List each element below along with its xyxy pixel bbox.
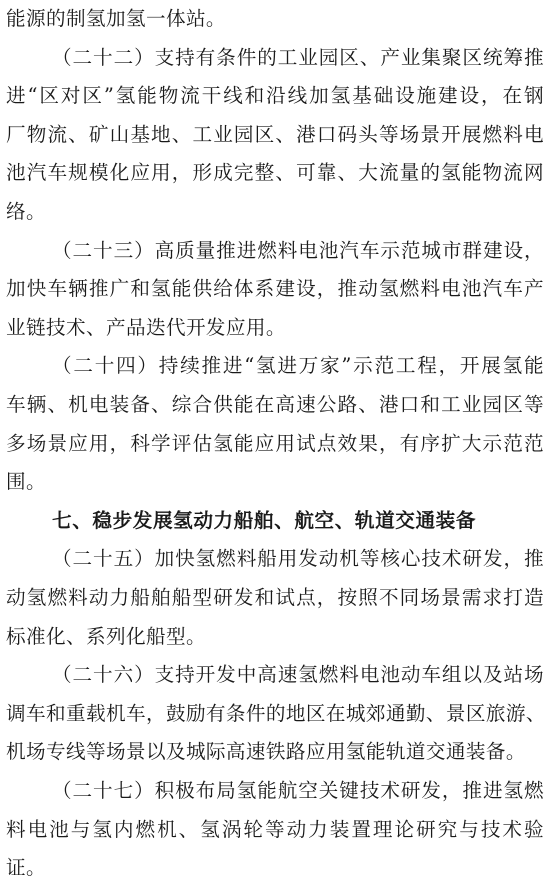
text-line: 动氢燃料动力船舶船型研发和试点，按照不同场景需求打造 [6, 586, 544, 609]
text-line: 能源的制氢加氢一体站。 [6, 7, 226, 30]
text-line: 厂物流、矿山基地、工业园区、港口码头等场景开展燃料电 [6, 122, 544, 146]
text-line: 标准化、系列化船型。 [6, 624, 206, 648]
text-line: 料电池与氢内燃机、氢涡轮等动力装置理论研究与技术验 [6, 817, 544, 841]
paragraph-24-line-1: （二十四）持续推进“氢进万家”示范工程，开展氢能 [52, 354, 544, 378]
text-line: 加快车辆推广和氢能供给体系建设，推动氢燃料电池汽车产 [6, 277, 544, 301]
text-line: 证。 [6, 856, 46, 880]
paragraph-25-line-1: （二十五）加快氢燃料船用发动机等核心技术研发，推 [52, 547, 544, 571]
paragraph-26-line-1: （二十六）支持开发中高速氢燃料电池动车组以及站场 [52, 663, 544, 687]
paragraph-27-line-1: （二十七）积极布局氢能航空关键技术研发，推进氢燃 [52, 779, 544, 802]
paragraph-22-line-1: （二十二）支持有条件的工业园区、产业集聚区统筹推 [52, 45, 544, 69]
text-line: 络。 [6, 200, 46, 223]
text-line: 多场景应用，科学评估氢能应用试点效果，有序扩大示范范 [6, 431, 544, 455]
text-line: 池汽车规模化应用，形成完整、可靠、大流量的氢能物流网 [6, 161, 544, 185]
text-line: 围。 [6, 470, 46, 494]
paragraph-23-line-1: （二十三）高质量推进燃料电池汽车示范城市群建设， [52, 238, 544, 262]
text-line: 车辆、机电装备、综合供能在高速公路、港口和工业园区等 [6, 393, 544, 416]
text-line: 业链技术、产品迭代开发应用。 [6, 315, 286, 339]
text-line: 进“区对区”氢能物流干线和沿线加氢基础设施建设，在钢 [6, 84, 544, 108]
section-heading: 七、稳步发展氢动力船舶、航空、轨道交通装备 [52, 508, 477, 532]
text-line: 机场专线等场景以及城际高速铁路应用氢能轨道交通装备。 [6, 740, 526, 764]
text-line: 调车和重载机车，鼓励有条件的地区在城郊通勤、景区旅游、 [6, 701, 546, 725]
